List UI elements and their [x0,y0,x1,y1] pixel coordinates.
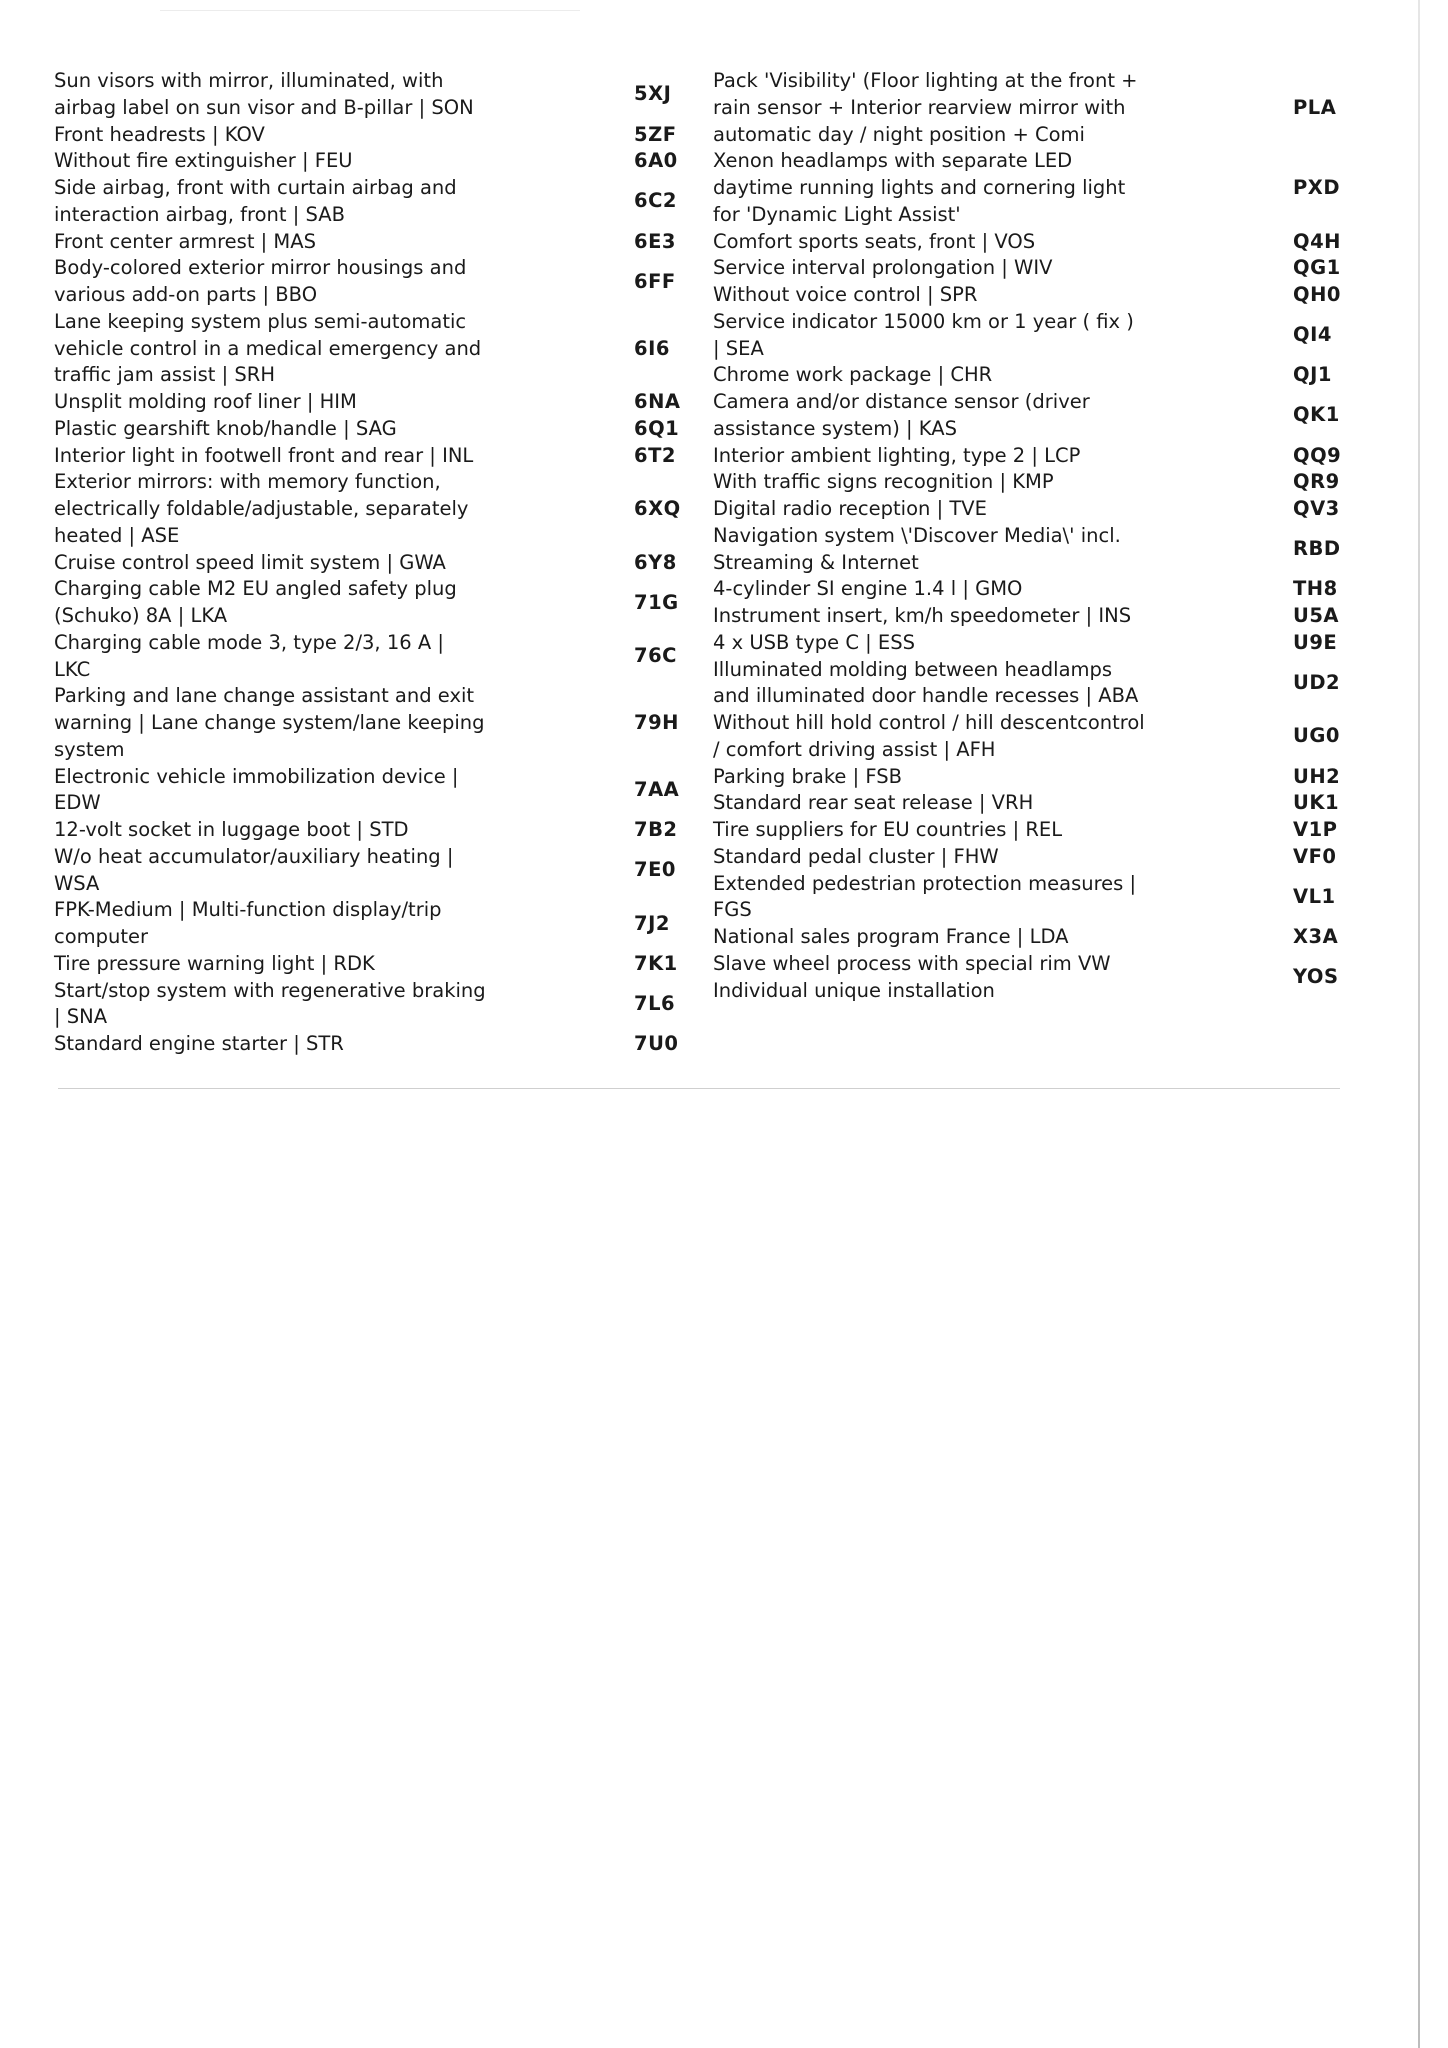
option-description [54,630,634,684]
option-description [713,523,1293,577]
option-description-line: automatic day / night position + Comi [713,122,1085,146]
option-description-line: FGS [713,898,752,922]
option-description-line: Streaming & Internet [713,550,919,574]
option-description-line: Tire suppliers for EU countries | REL [713,818,1063,841]
option-description [713,871,1293,925]
option-description [54,844,634,898]
option-description-line: Start/stop system with regenerative braking [54,978,486,1002]
option-description-line: Xenon headlamps with separate LED [713,149,1073,173]
option-description-line: rain sensor + Interior rearview mirror with [713,95,1126,119]
option-description-line: computer [54,925,149,948]
option-description [713,630,1293,657]
option-description-line: Unsplit molding roof liner | HIM [54,390,357,413]
option-description-line: 4 x USB type C | ESS [713,630,915,654]
option-code: 6NA [634,390,681,413]
option-code: 6XQ [634,497,681,520]
option-code: Q4H [1293,229,1341,253]
option-description [713,764,1293,791]
option-code: 7E0 [634,858,676,882]
option-description [713,844,1293,871]
option-row [713,576,1353,603]
option-description-line: Interior light in footwell front and rear | INL [54,443,474,467]
option-description-line: | SEA [713,336,764,360]
option-description-line: Standard pedal cluster | FHW [713,844,999,868]
option-code: 7B2 [634,818,678,841]
option-description-line: W/o heat accumulator/auxiliary heating | [54,844,454,868]
option-code: UK1 [1293,791,1340,815]
option-row [713,229,1353,256]
option-description-line: system [54,737,125,761]
option-description [713,496,1293,523]
option-description-line: WSA [54,871,100,895]
option-description [54,550,634,577]
option-code: 7J2 [634,911,670,935]
option-row [54,817,694,844]
option-description-line: Digital radio reception | TVE [713,497,987,520]
option-row [54,550,694,577]
option-code: TH8 [1293,577,1338,601]
option-description-line: Instrument insert, km/h speedometer | INS [713,604,1132,627]
option-description-line: Extended pedestrian protection measures | [713,871,1137,895]
option-description-line: Charging cable mode 3, type 2/3, 16 A | [54,630,444,654]
option-row [713,255,1353,282]
option-description [54,309,634,389]
option-code: 6E3 [634,229,676,253]
option-code: YOS [1293,965,1339,989]
option-description [54,764,634,818]
option-code: 6Y8 [634,550,677,574]
option-description [713,603,1293,630]
option-description-line: Side airbag, front with curtain airbag and [54,176,457,199]
option-row [54,630,694,684]
option-code: 6A0 [634,149,678,173]
option-row [54,148,694,175]
option-row [713,710,1353,764]
option-description-line: Lane keeping system plus semi-automatic [54,309,467,333]
option-description-line: vehicle control in a medical emergency and [54,336,482,360]
option-description [713,710,1293,764]
option-description [54,68,634,122]
option-description [54,175,634,229]
option-row [54,175,694,229]
option-code: 6C2 [634,189,677,213]
scan-artifact-top-line [160,10,580,11]
option-row [713,871,1353,925]
option-code: 5ZF [634,122,677,146]
option-description [713,148,1293,228]
option-row [54,978,694,1032]
option-code: 7AA [634,777,680,801]
option-description [54,897,634,951]
option-description-line: Service indicator 15000 km or 1 year ( fix ) [713,309,1134,333]
option-description [713,309,1293,363]
option-description [54,389,634,416]
option-code: 6T2 [634,443,676,467]
option-row [713,282,1353,309]
scan-artifact-right-edge [1418,0,1420,2048]
option-row [54,764,694,818]
option-code: 7K1 [634,951,678,975]
option-row [54,443,694,470]
option-row [713,68,1353,148]
option-code: 7U0 [634,1032,679,1055]
option-row [54,1031,694,1058]
option-description-line: 4-cylinder SI engine 1.4 l | GMO [713,577,1023,601]
option-description-line: Without voice control | SPR [713,283,978,306]
option-code: VF0 [1293,844,1337,868]
option-row [54,68,694,122]
option-description-line: heated | ASE [54,523,180,547]
option-description-line: Charging cable M2 EU angled safety plug [54,577,457,601]
option-description-line: electrically foldable/adjustable, separately [54,497,469,520]
option-description [713,389,1293,443]
option-description-line: EDW [54,791,101,815]
option-description [54,817,634,844]
section-divider [58,1088,1340,1089]
option-row [713,630,1353,657]
option-row [54,576,694,630]
option-description [713,790,1293,817]
option-description-line: Service interval prolongation | WIV [713,256,1053,280]
option-code: QQ9 [1293,443,1342,467]
option-description-line: / comfort driving assist | AFH [713,737,996,761]
option-description-line: Body-colored exterior mirror housings and [54,256,467,280]
option-description [713,443,1293,470]
option-code: UG0 [1293,724,1340,748]
option-description-line: Standard engine starter | STR [54,1032,344,1055]
option-description-line: Camera and/or distance sensor (driver [713,390,1090,413]
option-description [54,1031,634,1058]
option-description [54,122,634,149]
option-description-line: Illuminated molding between headlamps [713,657,1113,681]
option-row [713,764,1353,791]
option-code: V1P [1293,818,1338,841]
option-description-line: Cruise control speed limit system | GWA [54,550,446,574]
option-description-line: warning | Lane change system/lane keeping [54,711,485,734]
option-description [713,229,1293,256]
option-description-line: With traffic signs recognition | KMP [713,470,1054,494]
option-code: VL1 [1293,884,1336,908]
option-description-line: traffic jam assist | SRH [54,363,275,387]
option-row [713,523,1353,577]
option-description-line: Parking and lane change assistant and exit [54,684,475,708]
option-description [54,255,634,309]
option-description [713,657,1293,711]
option-description-line: various add-on parts | BBO [54,283,318,306]
option-description-line: Plastic gearshift knob/handle | SAG [54,416,397,440]
option-description [54,978,634,1032]
option-code: QR9 [1293,470,1340,494]
option-row [54,229,694,256]
option-row [713,469,1353,496]
option-description [713,817,1293,844]
option-description [713,924,1293,951]
option-row [713,389,1353,443]
option-row [713,790,1353,817]
option-description-line: Individual unique installation [713,978,995,1002]
option-description-line: Navigation system \'Discover Media\' incl. [713,523,1121,547]
option-code: PXD [1293,176,1341,199]
option-description-line: Parking brake | FSB [713,764,903,788]
option-row [713,657,1353,711]
option-description [713,282,1293,309]
option-code: X3A [1293,925,1339,948]
option-row [713,603,1353,630]
option-row [713,496,1353,523]
option-code: 6FF [634,269,676,293]
option-code: UH2 [1293,764,1341,788]
option-code: QV3 [1293,497,1340,520]
option-description-line: Electronic vehicle immobilization device | [54,764,459,788]
option-description-line: | SNA [54,1005,108,1029]
option-description-line: Sun visors with mirror, illuminated, with [54,69,444,92]
option-row [713,924,1353,951]
option-description [713,362,1293,389]
option-code: QI4 [1293,323,1332,347]
option-description-line: Tire pressure warning light | RDK [54,951,375,975]
option-code: 76C [634,644,677,668]
option-description [713,68,1293,148]
option-description-line: and illuminated door handle recesses | ABA [713,684,1139,708]
option-row [54,469,694,549]
option-row [713,148,1353,228]
option-row [54,389,694,416]
option-code: QG1 [1293,256,1341,280]
option-code: 6Q1 [634,416,680,440]
options-column-left [54,68,694,1058]
option-row [54,844,694,898]
option-code: U9E [1293,630,1338,654]
option-row [713,844,1353,871]
option-row [713,362,1353,389]
option-code: RBD [1293,537,1341,561]
option-code: PLA [1293,95,1337,119]
option-row [54,683,694,763]
option-code: 71G [634,590,679,614]
option-row [54,951,694,978]
option-row [54,122,694,149]
option-description [713,951,1293,1005]
option-code: 6I6 [634,336,670,360]
option-code: U5A [1293,604,1339,627]
option-description [54,229,634,256]
option-description [713,469,1293,496]
option-description-line: LKC [54,657,91,681]
option-description-line: National sales program France | LDA [713,925,1069,948]
option-description-line: Without hill hold control / hill descentcontrol [713,711,1145,734]
option-code: QK1 [1293,403,1340,427]
option-description-line: airbag label on sun visor and B-pillar | SON [54,95,474,119]
option-description [54,683,634,763]
option-row [54,255,694,309]
option-code: 5XJ [634,82,672,106]
option-row [713,309,1353,363]
option-description-line: interaction airbag, front | SAB [54,202,345,226]
option-description-line: FPK-Medium | Multi-function display/trip [54,898,442,922]
options-column-right [713,68,1353,1004]
option-description-line: Standard rear seat release | VRH [713,791,1034,815]
option-description-line: (Schuko) 8A | LKA [54,604,228,627]
option-description-line: for 'Dynamic Light Assist' [713,202,961,226]
option-description [54,951,634,978]
option-description-line: 12-volt socket in luggage boot | STD [54,818,409,841]
option-code: QJ1 [1293,363,1332,387]
option-description-line: Chrome work package | CHR [713,363,993,387]
option-description-line: Front center armrest | MAS [54,229,316,253]
option-description-line: Front headrests | KOV [54,122,265,146]
option-description-line: Pack 'Visibility' (Floor lighting at the front + [713,69,1138,92]
option-row [54,309,694,389]
option-description-line: Comfort sports seats, front | VOS [713,229,1036,253]
option-description-line: Slave wheel process with special rim VW [713,951,1111,975]
option-description-line: Without fire extinguisher | FEU [54,149,353,173]
option-description-line: assistance system) | KAS [713,416,957,440]
option-description-line: daytime running lights and cornering light [713,176,1126,199]
option-description-line: Exterior mirrors: with memory function, [54,470,441,494]
option-code: 7L6 [634,991,676,1015]
option-code: 79H [634,711,679,734]
option-row [54,897,694,951]
option-code: UD2 [1293,670,1341,694]
option-code: QH0 [1293,283,1341,306]
option-row [713,443,1353,470]
option-description [54,148,634,175]
option-description [54,416,634,443]
option-description [54,443,634,470]
option-row [54,416,694,443]
option-description [54,469,634,549]
option-description [54,576,634,630]
option-description [713,255,1293,282]
option-description [713,576,1293,603]
option-row [713,951,1353,1005]
option-description-line: Interior ambient lighting, type 2 | LCP [713,443,1081,467]
option-row [713,817,1353,844]
